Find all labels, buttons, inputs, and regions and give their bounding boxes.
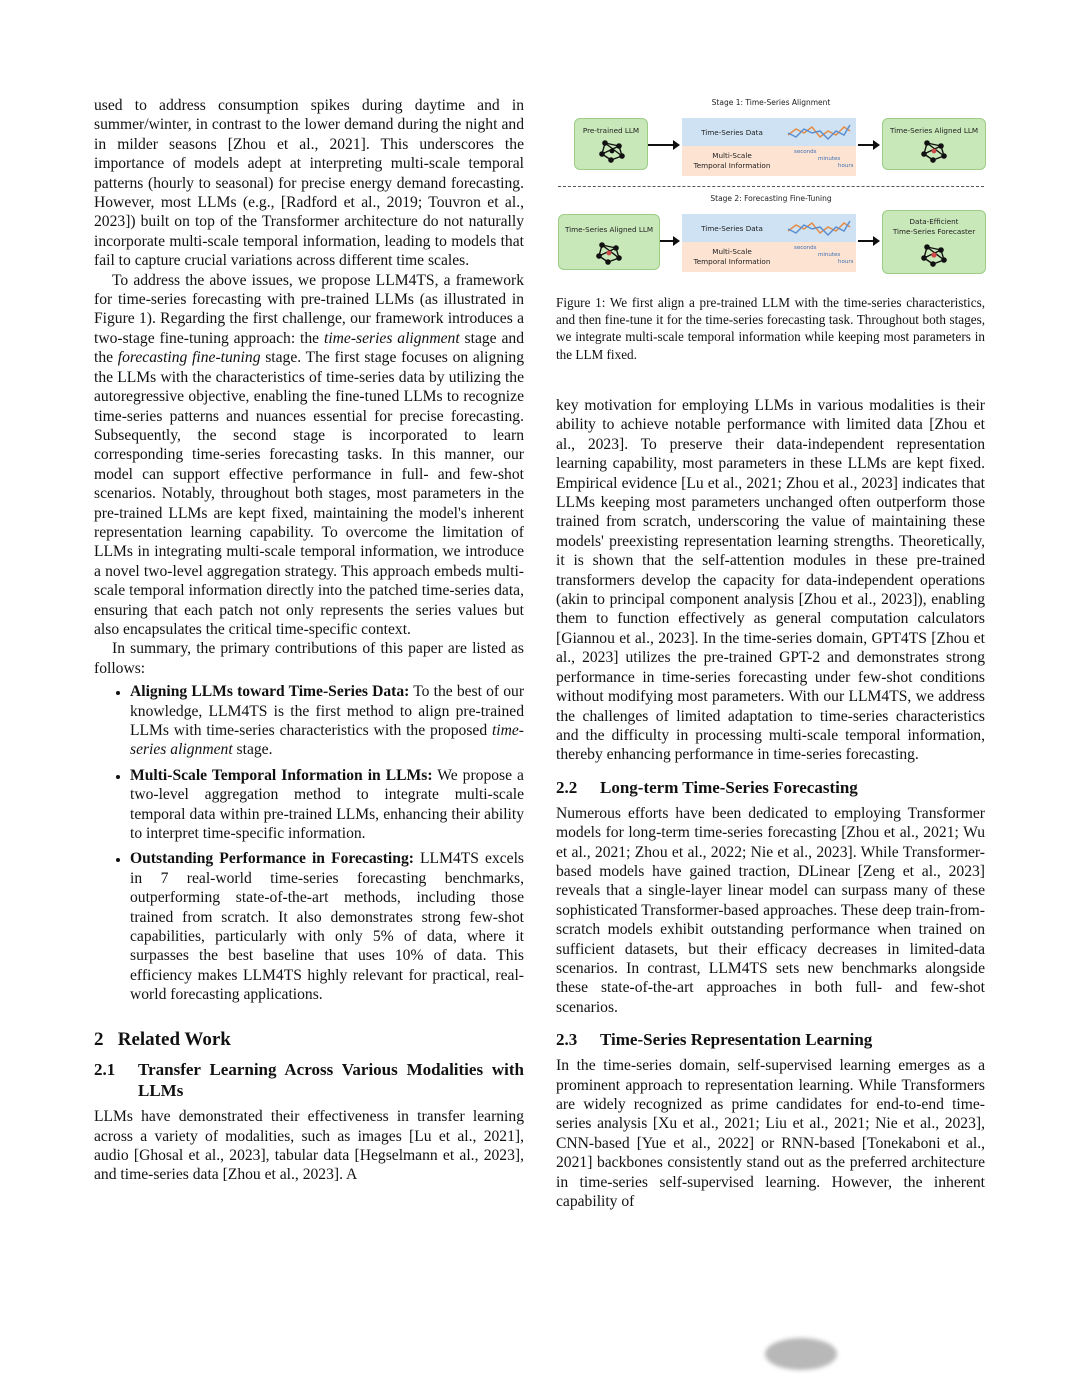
s2-aligned-llm-box: [558, 214, 660, 270]
section-2-2-heading: [556, 777, 985, 798]
temporal-info-label-1: Temporal Information: [693, 161, 771, 170]
p2-italic-1: time-series alignment: [323, 329, 460, 347]
s2-aligned-llm-label: Time-Series Aligned LLM: [564, 225, 654, 234]
section-2-1-title: Transfer Learning Across Various Modalities with LLMs: [138, 1060, 524, 1101]
p2-text-a: To address the above issues, we propose LLM4TS, a framework for time-series forecasting with pre-trained LLMs (as illustrated in Figure 1). Regarding the first challenge, our framework introduces a two-stage fine-tuning approach: the: [94, 271, 524, 347]
time-scales-1: [786, 149, 852, 170]
right-paragraph-3: In the time-series domain, self-supervised learning emerges as a prominent approach to representation learning. While Transformers are widely recognized as prime candidates for end-to-end time-series analysis [Xu et al., 2021; Liu et al., 2021; Nie et al., 2023], CNN-based [Yue et al., 2022] or RNN-based [Tonekaboni et al., 2021] backbones consistently stand out as the preferred architecture in time-series self-supervised learning. However, the inherent capability of: [556, 1057, 985, 1211]
time-scales-2: [786, 245, 852, 266]
timeseries-chart-icon-2: [786, 217, 852, 239]
arrow-out-1: [858, 144, 878, 146]
section-2-2-title: Long-term Time-Series Forecasting: [600, 777, 858, 797]
left-paragraph-2: [94, 271, 524, 640]
section-2-1-number: 2.1: [94, 1060, 116, 1080]
multiscale-label-2: Multi-Scale: [712, 247, 752, 256]
contribution-3: [130, 849, 524, 1004]
contribution-1-italic: time-series alignment: [130, 722, 524, 759]
aligned-llm-box: [882, 118, 986, 170]
contribution-3-text: LLM4TS excels in 7 real-world time-series forecasting benchmarks, outperforming state-of-the-art methods, including those trained from scratch. It also demonstrates strong few-shot capabilities, particularly with only 5% of data, where it surpasses the best baseline that uses 10% of data. This efficiency makes LLM4TS highly relevant for practical, real-world forecasting applications.: [130, 850, 525, 1004]
timeseries-data-box-1: [682, 118, 856, 146]
multiscale-box-2: [682, 242, 856, 272]
contribution-2-text: We propose a two-level aggregation method to integrate multi-scale temporal data within pre-trained LLMs, enhancing their ability to interpret time-specific information.: [130, 766, 524, 843]
scale-hours: hours: [838, 259, 854, 265]
stage-divider: [558, 186, 984, 187]
arrow-in-1: [648, 144, 678, 146]
left-paragraph-3: In summary, the primary contributions of this paper are listed as follows:: [94, 640, 524, 677]
forecaster-label-2: Time-Series Forecaster: [892, 227, 976, 236]
pretrained-llm-label: Pre-trained LLM: [582, 126, 640, 135]
contribution-3-title: Outstanding Performance in Forecasting:: [130, 850, 414, 868]
figure-1: [556, 92, 986, 282]
section-2-1-heading: [94, 1059, 524, 1101]
aligned-llm-label: Time-Series Aligned LLM: [889, 126, 979, 135]
contribution-1: [130, 682, 524, 760]
contributions-list: [94, 682, 524, 1005]
s2-network-icon: [596, 241, 622, 265]
p2-text-c: stage. The first stage focuses on aligning the LLMs with the characteristics of time-series data by utilizing the autoregressive objective, enabling the fine-tuned LLMs to recognize time-series patterns and nuances essential for precise forecasting. Subsequently, the second stage is incorporated to learn corresponding time-series forecasting tasks. In this manner, our model can support effective performance in full- and few-shot scenarios. Notably, throughout both stages, most parameters in the pre-trained LLMs are kept fixed, maintaining the model's inherent representation learning capability. To overcome the limitation of LLMs in integrating multi-scale temporal information, we introduce a novel two-level aggregation strategy. This approach embeds multi-scale temporal information directly into the patched time-series data, ensuring that each patch not only represents the series values but also encapsulates the critical time-specific context.: [94, 349, 524, 638]
arrow-in-2: [660, 240, 678, 242]
stage2-title: Stage 2: Forecasting Fine-Tuning: [710, 194, 832, 203]
scale-seconds: seconds: [794, 149, 817, 155]
p2-italic-2: forecasting fine-tuning: [117, 349, 261, 367]
section-2-3-number: 2.3: [556, 1030, 578, 1050]
forecaster-box: [882, 210, 986, 274]
arrow-out-2: [858, 240, 878, 242]
timeseries-chart-icon: [786, 121, 852, 143]
left-column: [94, 96, 524, 1185]
multiscale-box-1: [682, 146, 856, 176]
section-2-3-title: Time-Series Representation Learning: [600, 1030, 873, 1050]
pretrained-llm-box: [574, 118, 648, 170]
forecaster-network-icon: [921, 243, 947, 267]
right-paragraph-1: key motivation for employing LLMs in various modalities is their ability to achieve notable performance with limited data [Zhou et al., 2023]. To preserve their data-independent representation learning capability, most parameters in these LLMs are kept fixed. Empirical evidence [Lu et al., 2021; Zhou et al., 2023] indicates that LLMs keeping most parameters unchanged often outperform those trained from scratch, underscoring the value of maintaining these models' preexisting representation learning strengths. Theoretically, it is shown that the self-attention modules in these pre-trained transformers develop the capacity for data-independent operations (akin to principal component analysis [Zhou et al., 2023]), enabling them to function effectively as general computation calculators [Giannou et al., 2023]. In the time-series domain, GPT4TS [Zhou et al., 2023] utilizes the pre-trained GPT-2 and demonstrates strong performance in time-series forecasting under few-shot conditions without modifying most parameters. With our LLM4TS, we address the challenges of limited adaptation to time-series characteristics and the difficulty in processing multi-scale temporal information, thereby enhancing performance in time-series forecasting.: [556, 397, 985, 764]
temporal-info-label-2: Temporal Information: [693, 257, 771, 266]
timeseries-data-label-2: Time-Series Data: [701, 224, 763, 233]
scale-minutes: minutes: [818, 156, 841, 162]
scan-smudge: [765, 1338, 837, 1370]
left-paragraph-1: used to address consumption spikes during daytime and in summer/winter, in contrast to the lower demand during the night and in milder seasons [Zhou et al., 2021]. This underscores the importance of models adept at interpreting multi-scale temporal patterns (hourly to seasonal) for precise energy demand forecasting. However, most LLMs (e.g., [Radford et al., 2019; Touvron et al., 2023]) built on top of the Transformer architecture do not naturally incorporate multi-scale temporal information, leading to models that fail to capture crucial variations across different time scales.: [94, 97, 524, 270]
figure-caption: Figure 1: We first align a pre-trained LLM with the time-series characteristics, and then fine-tune it for the time-series forecasting task. Throughout both stages, we integrate multi-scale temporal information while keeping most parameters in the LLM fixed.: [556, 295, 985, 362]
right-column: [556, 396, 985, 1211]
left-paragraph-4: LLMs have demonstrated their effectiveness in transfer learning across a variety of modalities, such as images [Lu et al., 2021], audio [Ghosal et al., 2023], tabular data [Hegselmann et al., 2023], and time-series data [Zhou et al., 2023]. A: [94, 1108, 524, 1184]
multiscale-label-1: Multi-Scale: [712, 151, 752, 160]
contribution-2-title: Multi-Scale Temporal Information in LLMs:: [130, 766, 433, 784]
scale-minutes: minutes: [818, 252, 841, 258]
stage1-title: Stage 1: Time-Series Alignment: [711, 98, 831, 107]
aligned-network-icon: [921, 139, 947, 163]
section-2-title: Related Work: [117, 1028, 231, 1050]
section-2-3-heading: [556, 1029, 985, 1050]
scale-hours: hours: [838, 163, 854, 169]
p2-text-b: stage and the: [94, 329, 524, 367]
network-icon: [599, 139, 625, 163]
contribution-1-title: Aligning LLMs toward Time-Series Data:: [130, 683, 410, 701]
timeseries-data-label-1: Time-Series Data: [701, 128, 763, 137]
right-paragraph-2: Numerous efforts have been dedicated to employing Transformer models for long-term time-series forecasting [Zhou et al., 2021; Wu et al., 2021; Zhou et al., 2022; Nie et al., 2023]. While Transformer-based models have gained traction, DLinear [Zeng et al., 2023] reveals that a single-layer linear model can surpass many of these sophisticated Transformer-based approaches. These deep train-from-scratch models exhibit outstanding performance when trained on sufficient datasets, but their efficacy decreases in limited-data scenarios. In contrast, LLM4TS sets new benchmarks alongside these state-of-the-art approaches in both full- and few-shot scenarios.: [556, 804, 985, 1016]
section-2-heading: [94, 1030, 524, 1049]
forecaster-label-1: Data-Efficient: [909, 217, 959, 226]
contribution-1-text-b: stage.: [232, 741, 273, 759]
scale-seconds: seconds: [794, 245, 817, 251]
section-2-2-number: 2.2: [556, 777, 578, 797]
timeseries-data-box-2: [682, 214, 856, 242]
section-2-number: 2: [94, 1028, 104, 1050]
contribution-2: [130, 766, 524, 844]
contribution-1-text-a: To the best of our knowledge, LLM4TS is the first method to align pre-trained LLMs with time-series characteristics with the proposed: [130, 683, 525, 739]
